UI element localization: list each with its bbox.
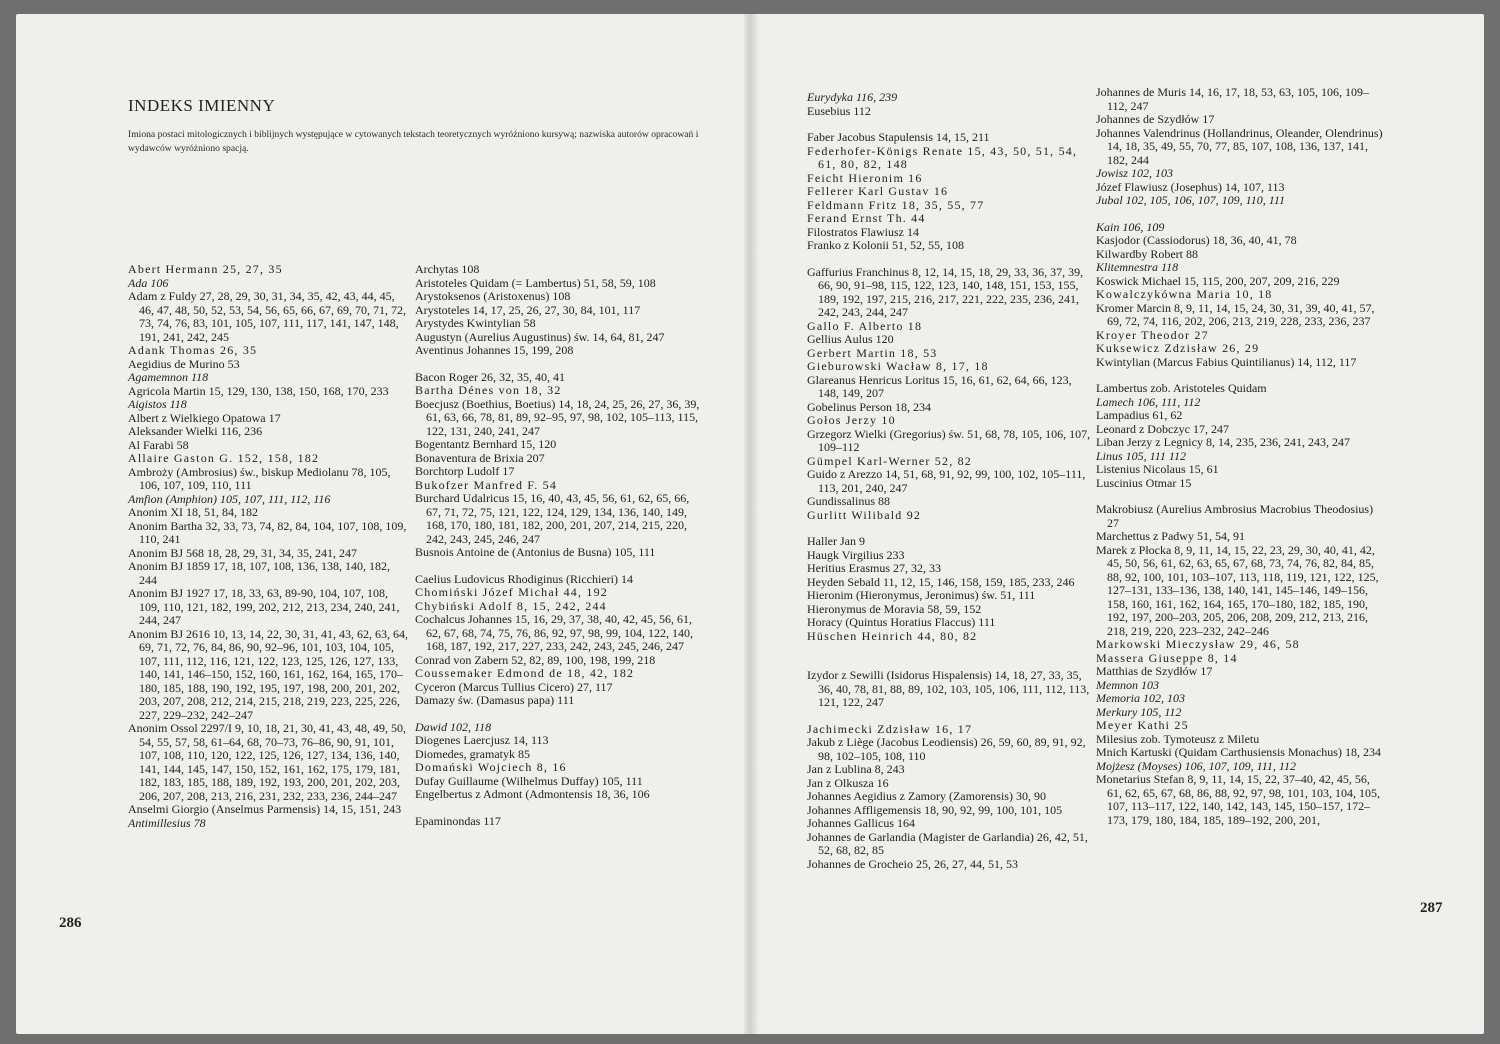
index-entry: Boecjusz (Boethius, Boetius) 14, 18, 24, 25, 26, 27, 36, 39, 61, 63, 66, 78, 81, 89, 92–95, 97, 98, 102, 105–113, 115, 122, 131, 240, 241, 247 [415, 396, 700, 438]
index-entry: Chybiński Adolf 8, 15, 242, 244 [415, 598, 607, 613]
index-entry: Busnois Antoine de (Antonius de Busna) 105, 111 [415, 545, 656, 559]
section-gap [415, 358, 701, 371]
index-entry: Federhofer-Königs Renate 15, 43, 50, 51, 54, 61, 80, 82, 148 [807, 143, 1078, 171]
index-entry: Anonim BJ 2616 10, 13, 14, 22, 30, 31, 41, 43, 62, 63, 64, 69, 71, 72, 76, 84, 86, 90, 92–96, 101, 103, 104, 105, 107, 111, 112, 116, 121, 122, 123, 125, 126, 127, 133, 140, 141, 146–150, 152, 160, 161, 162, 164, 165, 170–180, 185, 188, 190, 192, 195, 197, 198, 200, 201, 202, 203, 207, 208, 212, 214, 215, 218, 219, 223, 225, 226, 227, 229–232, 242–247 [128, 626, 409, 722]
index-entry: Aigistos 118 [128, 397, 187, 411]
section-gap [1096, 208, 1384, 221]
index-entry: Luscinius Otmar 15 [1096, 475, 1192, 490]
index-entry: Al Farabi 58 [128, 437, 189, 452]
index-entry: Johannes de Muris 14, 16, 17, 18, 53, 63, 105, 106, 109–112, 247 [1096, 85, 1369, 113]
index-entry: Leonard z Dobczyc 17, 247 [1096, 421, 1229, 436]
index-entry: Antimillesius 78 [128, 815, 206, 830]
index-entry: Jachimecki Zdzisław 16, 17 [807, 721, 973, 736]
index-entry: Makrobiusz (Aurelius Ambrosius Macrobius Theodosius) 27 [1096, 502, 1374, 530]
index-entry: Anonim XI 18, 51, 84, 182 [128, 505, 258, 519]
index-intro: Imiona postaci mitologicznych i biblijnych występujące w cytowanych tekstach teoretycznych wyróżniono kursywą; nazwiska autorów opracowań i wydawców wyróżniono spacją. [128, 129, 699, 154]
index-entry: Gundissalinus 88 [807, 494, 891, 508]
index-entry: Eurydyka 116, 239 [807, 90, 898, 104]
section-gap [807, 253, 1092, 266]
index-entry: Kwintylian (Marcus Fabius Quintilianus) 14, 112, 117 [1096, 354, 1357, 369]
index-entry: Aventinus Johannes 15, 199, 208 [415, 343, 574, 357]
index-entry: Aristoteles Quidam (= Lambertus) 51, 58, 59, 108 [415, 275, 656, 290]
index-entry: Gurlitt Wilibald 92 [807, 507, 922, 522]
index-entry: Ferand Ernst Th. 44 [807, 211, 926, 225]
index-entry: Mojżesz (Moyses) 106, 107, 109, 111, 112 [1096, 758, 1296, 773]
page-number-right: 287 [1420, 900, 1443, 916]
index-entry: Anonim Ossol 2297/I 9, 10, 18, 21, 30, 41, 43, 48, 49, 50, 54, 55, 57, 58, 61–64, 68, 70–73, 76–86, 90, 91, 101, 107, 108, 110, 120, 122, 125, 126, 127, 134, 136, 140, 141, 144, 145, 147, 150, 152, 161, 162, 175, 179, 181, 182, 183, 185, 188, 189, 192, 193, 200, 201, 202, 203, 206, 207, 208, 213, 216, 231, 232, 233, 236, 244–247 [128, 721, 407, 803]
index-entry: Kilwardby Robert 88 [1096, 246, 1198, 261]
index-entry: Lampadius 61, 62 [1096, 408, 1183, 422]
page-number-left: 286 [59, 915, 82, 931]
index-entry: Domański Wojciech 8, 16 [415, 760, 567, 774]
index-entry: Caelius Ludovicus Rhodiginus (Ricchieri) 14 [415, 571, 633, 586]
left-page [16, 14, 750, 1034]
index-entry: Anselmi Giorgio (Anselmus Parmensis) 14, 15, 151, 243 [128, 802, 402, 816]
index-entry: Adam z Fuldy 27, 28, 29, 30, 31, 34, 35, 42, 43, 44, 45, 46, 47, 48, 50, 52, 53, 54, 56, 65, 66, 67, 69, 70, 71, 72, 73, 74, 76, 83, 101, 105, 107, 111, 117, 141, 147, 148, 191, 241, 242, 245 [128, 289, 406, 344]
index-entry: Arystydes Kwintylian 58 [415, 316, 536, 330]
index-entry: Gellius Aulus 120 [807, 332, 894, 346]
index-entry: Epaminondas 117 [415, 813, 501, 828]
index-entry: Johannes Aegidius z Zamory (Zamorensis) 30, 90 [807, 789, 1046, 803]
index-entry: Filostratos Flawiusz 14 [807, 224, 920, 239]
index-entry: Arystoteles 14, 17, 25, 26, 27, 30, 84, 101, 117 [415, 302, 641, 317]
index-entry: Dufay Guillaume (Wilhelmus Duffay) 105, 111 [415, 773, 643, 788]
index-entry: Heritius Erasmus 27, 32, 33 [807, 561, 941, 575]
left-column-1 [128, 263, 408, 830]
section-gap [807, 643, 1092, 669]
index-entry: Anonim Bartha 32, 33, 73, 74, 82, 84, 104, 107, 108, 109, 110, 241 [128, 518, 407, 546]
section-gap [415, 708, 701, 721]
index-entry: Augustyn (Aurelius Augustinus) św. 14, 64, 81, 247 [415, 329, 665, 344]
index-entry: Chomiński Józef Michał 44, 192 [415, 585, 608, 599]
index-entry: Matthias de Szydłów 17 [1096, 664, 1213, 678]
index-entry: Mnich Kartuski (Quidam Carthusiensis Monachus) 18, 234 [1096, 745, 1381, 759]
index-entry: Klitemnestra 118 [1096, 260, 1179, 274]
index-entry: Izydor z Sewilli (Isidorus Hispalensis) 14, 18, 27, 33, 35, 36, 40, 78, 81, 88, 89, 102, 103, 105, 106, 111, 112, 113, 121, 122, 247 [807, 668, 1090, 709]
index-entry: Diomedes, gramatyk 85 [415, 746, 530, 761]
index-entry: Cyceron (Marcus Tullius Cicero) 27, 117 [415, 679, 613, 694]
right-column-2 [1096, 86, 1384, 827]
index-title: INDEKS IMIENNY [128, 96, 276, 115]
index-entry: Kuksewicz Zdzisław 26, 29 [1096, 341, 1260, 355]
index-entry: Gołos Jerzy 10 [807, 413, 896, 427]
book-gutter [744, 14, 758, 1034]
index-entry: Meyer Kathi 25 [1096, 718, 1189, 732]
index-entry: Jubal 102, 105, 106, 107, 109, 110, 111 [1096, 193, 1285, 207]
index-entry: Liban Jerzy z Legnicy 8, 14, 235, 236, 241, 243, 247 [1096, 435, 1350, 449]
index-entry: Arystoksenos (Aristoxenus) 108 [415, 289, 571, 303]
index-entry: Bonaventura de Brixia 207 [415, 450, 545, 465]
index-entry: Dawid 102, 118 [415, 719, 492, 734]
index-entry: Anonim BJ 1927 17, 18, 33, 63, 89-90, 104, 107, 108, 109, 110, 121, 182, 199, 202, 212, 213, 234, 240, 241, 244, 247 [128, 586, 400, 627]
index-entry: Hieronim (Hieronymus, Jeronimus) św. 51, 111 [807, 588, 1036, 602]
index-entry: Agamemnon 118 [128, 370, 209, 384]
left-column-2 [415, 263, 701, 828]
index-entry: Jakub z Liège (Jacobus Leodiensis) 26, 59, 60, 89, 91, 92, 98, 102–105, 108, 110 [807, 735, 1086, 763]
index-entry: Cochalcus Johannes 15, 16, 29, 37, 38, 40, 42, 45, 56, 61, 62, 67, 68, 74, 75, 76, 86, 92, 97, 98, 99, 104, 122, 140, 168, 187, 192, 217, 227, 233, 242, 243, 245, 246, 247 [415, 612, 693, 653]
index-entry: Hieronymus de Moravia 58, 59, 152 [807, 601, 982, 616]
index-entry: Gerbert Martin 18, 53 [807, 345, 938, 360]
index-entry: Agricola Martin 15, 129, 130, 138, 150, 168, 170, 233 [128, 383, 389, 398]
index-entry: Gümpel Karl-Werner 52, 82 [807, 453, 972, 468]
index-entry: Borchtorp Ludolf 17 [415, 464, 515, 478]
index-entry: Gaffurius Franchinus 8, 12, 14, 15, 18, 29, 33, 36, 37, 39, 66, 90, 91–98, 115, 122, 123, 140, 148, 151, 153, 155, 189, 192, 197, 215, 216, 217, 221, 222, 235, 236, 241, 242, 243, 244, 247 [807, 264, 1084, 319]
index-entry: Albert z Wielkiego Opatowa 17 [128, 410, 281, 425]
index-entry: Horacy (Quintus Horatius Flaccus) 111 [807, 615, 996, 629]
index-entry: Eusebius 112 [807, 103, 871, 118]
index-entry: Damazy św. (Damasus papa) 111 [415, 693, 575, 707]
index-entry: Kromer Marcin 8, 9, 11, 14, 15, 24, 30, 31, 39, 40, 41, 57, 69, 72, 74, 116, 202, 206, 213, 219, 228, 233, 236, 237 [1096, 300, 1375, 328]
index-entry: Grzegorz Wielki (Gregorius) św. 51, 68, 78, 105, 106, 107, 109–112 [807, 426, 1091, 454]
index-entry: Haller Jan 9 [807, 534, 865, 548]
index-entry: Johannes de Grocheio 25, 26, 27, 44, 51, 53 [807, 856, 1018, 871]
index-entry: Bogentantz Bernhard 15, 120 [415, 437, 557, 451]
index-entry: Feldmann Fritz 18, 35, 55, 77 [807, 197, 985, 212]
index-entry: Bacon Roger 26, 32, 35, 40, 41 [415, 369, 565, 384]
index-entry: Coussemaker Edmond de 18, 42, 182 [415, 666, 635, 680]
index-entry: Johannes Valendrinus (Hollandrinus, Oleander, Olendrinus) 14, 18, 35, 49, 55, 70, 77, 85, 107, 108, 136, 137, 141, 182, 244 [1096, 125, 1383, 167]
index-entry: Kroyer Theodor 27 [1096, 327, 1209, 342]
index-entry: Aleksander Wielki 116, 236 [128, 424, 263, 438]
index-entry: Johannes Gallicus 164 [807, 816, 915, 830]
index-entry: Johannes Affligemensis 18, 90, 92, 99, 100, 101, 105 [807, 802, 1063, 817]
index-entry: Koswick Michael 15, 115, 200, 207, 209, 216, 229 [1096, 273, 1340, 288]
index-entry: Anonim BJ 1859 17, 18, 107, 108, 136, 138, 140, 182, 244 [128, 559, 391, 587]
index-entry: Massera Giuseppe 8, 14 [1096, 650, 1238, 665]
index-entry: Archytas 108 [415, 262, 480, 276]
index-entry: Markowski Mieczysław 29, 46, 58 [1096, 637, 1300, 651]
index-entry: Józef Flawiusz (Josephus) 14, 107, 113 [1096, 179, 1285, 194]
index-entry: Jan z Lublina 8, 243 [807, 762, 905, 776]
index-entry: Johannes de Szydłów 17 [1096, 112, 1215, 126]
index-entry: Memnon 103 [1096, 677, 1159, 692]
index-entry: Marek z Płocka 8, 9, 11, 14, 15, 22, 23, 29, 30, 40, 41, 42, 45, 50, 56, 61, 62, 63, 65, 67, 68, 73, 74, 76, 82, 84, 85, 88, 92, 100, 101, 103–107, 113, 118, 119, 121, 122, 125, 127–131, 133–136, 138, 140, 141, 145–146, 149–156, 158, 160, 161, 162, 164, 165, 170–180, 182, 185, 190, 192, 197, 200–203, 205, 206, 208, 209, 212, 213, 216, 218, 219, 220, 223–232, 242–246 [1096, 542, 1379, 638]
index-entry: Milesius zob. Tymoteusz z Miletu [1096, 731, 1260, 746]
index-entry: Abert Hermann 25, 27, 35 [128, 262, 283, 276]
index-entry: Diogenes Laercjusz 14, 113 [415, 733, 549, 747]
index-entry: Heyden Sebald 11, 12, 15, 146, 158, 159, 185, 233, 246 [807, 574, 1075, 589]
index-entry: Listenius Nicolaus 15, 61 [1096, 462, 1219, 476]
index-entry: Kain 106, 109 [1096, 219, 1165, 234]
index-entry: Haugk Virgilius 233 [807, 547, 905, 562]
index-entry: Franko z Kolonii 51, 52, 55, 108 [807, 238, 964, 252]
index-entry: Burchard Udalricus 15, 16, 40, 43, 45, 56, 61, 62, 65, 66, 67, 71, 72, 75, 121, 122, 124, 129, 134, 136, 140, 149, 168, 170, 180, 181, 182, 200, 201, 207, 214, 215, 220, 242, 243, 245, 246, 247 [415, 491, 690, 546]
section-gap [415, 802, 701, 815]
index-entry: Amfion (Amphion) 105, 107, 111, 112, 116 [128, 491, 331, 506]
index-entry: Engelbertus z Admont (Admontensis 18, 36, 106 [415, 787, 650, 801]
index-entry: Monetarius Stefan 8, 9, 11, 14, 15, 22, 37–40, 42, 45, 56, 61, 62, 65, 67, 68, 86, 88, 92, 97, 98, 101, 103, 104, 105, 107, 113–117, 122, 140, 142, 143, 145, 150–157, 172–173, 179, 180, 184, 185, 189–192, 200, 201, [1096, 772, 1380, 827]
index-entry: Jowisz 102, 103 [1096, 166, 1174, 180]
index-entry: Gallo F. Alberto 18 [807, 318, 923, 333]
index-entry: Kasjodor (Cassiodorus) 18, 36, 40, 41, 78 [1096, 233, 1297, 247]
index-entry: Lamech 106, 111, 112 [1096, 394, 1201, 409]
index-entry: Guido z Arezzo 14, 51, 68, 91, 92, 99, 100, 102, 105–111, 113, 201, 240, 247 [807, 467, 1086, 495]
index-entry: Glareanus Henricus Loritus 15, 16, 61, 62, 64, 66, 123, 148, 149, 207 [807, 372, 1072, 400]
section-gap [807, 710, 1092, 723]
index-entry: Marchettus z Padwy 51, 54, 91 [1096, 529, 1245, 543]
index-entry: Ada 106 [128, 275, 169, 290]
index-entry: Linus 105, 111 112 [1096, 448, 1187, 463]
index-entry: Bukofzer Manfred F. 54 [415, 477, 558, 492]
index-entry: Ambroży (Ambrosius) św., biskup Mediolanu 78, 105, 106, 107, 109, 110, 111 [128, 464, 391, 492]
index-entry: Fellerer Karl Gustav 16 [807, 184, 949, 198]
index-entry: Memoria 102, 103 [1096, 691, 1185, 705]
right-column-1 [807, 91, 1092, 871]
index-entry: Merkury 105, 112 [1096, 704, 1182, 719]
section-gap [415, 560, 701, 573]
index-entry: Hüschen Heinrich 44, 80, 82 [807, 628, 978, 643]
index-entry: Aegidius de Murino 53 [128, 356, 240, 371]
index-entry: Gobelinus Person 18, 234 [807, 399, 931, 414]
index-entry: Anonim BJ 568 18, 28, 29, 31, 34, 35, 241, 247 [128, 545, 358, 560]
index-entry: Kowalczykówna Maria 10, 18 [1096, 287, 1273, 301]
index-entry: Allaire Gaston G. 152, 158, 182 [128, 451, 320, 465]
index-entry: Lambertus zob. Aristoteles Quidam [1096, 381, 1267, 395]
index-entry: Adank Thomas 26, 35 [128, 343, 258, 357]
index-entry: Jan z Olkusza 16 [807, 775, 889, 790]
index-entry: Johannes de Garlandia (Magister de Garlandia) 26, 42, 51, 52, 68, 82, 85 [807, 829, 1088, 857]
index-entry: Conrad von Zabern 52, 82, 89, 100, 198, 199, 218 [415, 652, 656, 667]
index-entry: Bartha Dénes von 18, 32 [415, 383, 562, 397]
index-entry: Feicht Hieronim 16 [807, 170, 923, 185]
right-page [752, 14, 1484, 1034]
index-entry: Faber Jacobus Stapulensis 14, 15, 211 [807, 130, 990, 144]
index-entry: Gieburowski Wacław 8, 17, 18 [807, 359, 989, 373]
